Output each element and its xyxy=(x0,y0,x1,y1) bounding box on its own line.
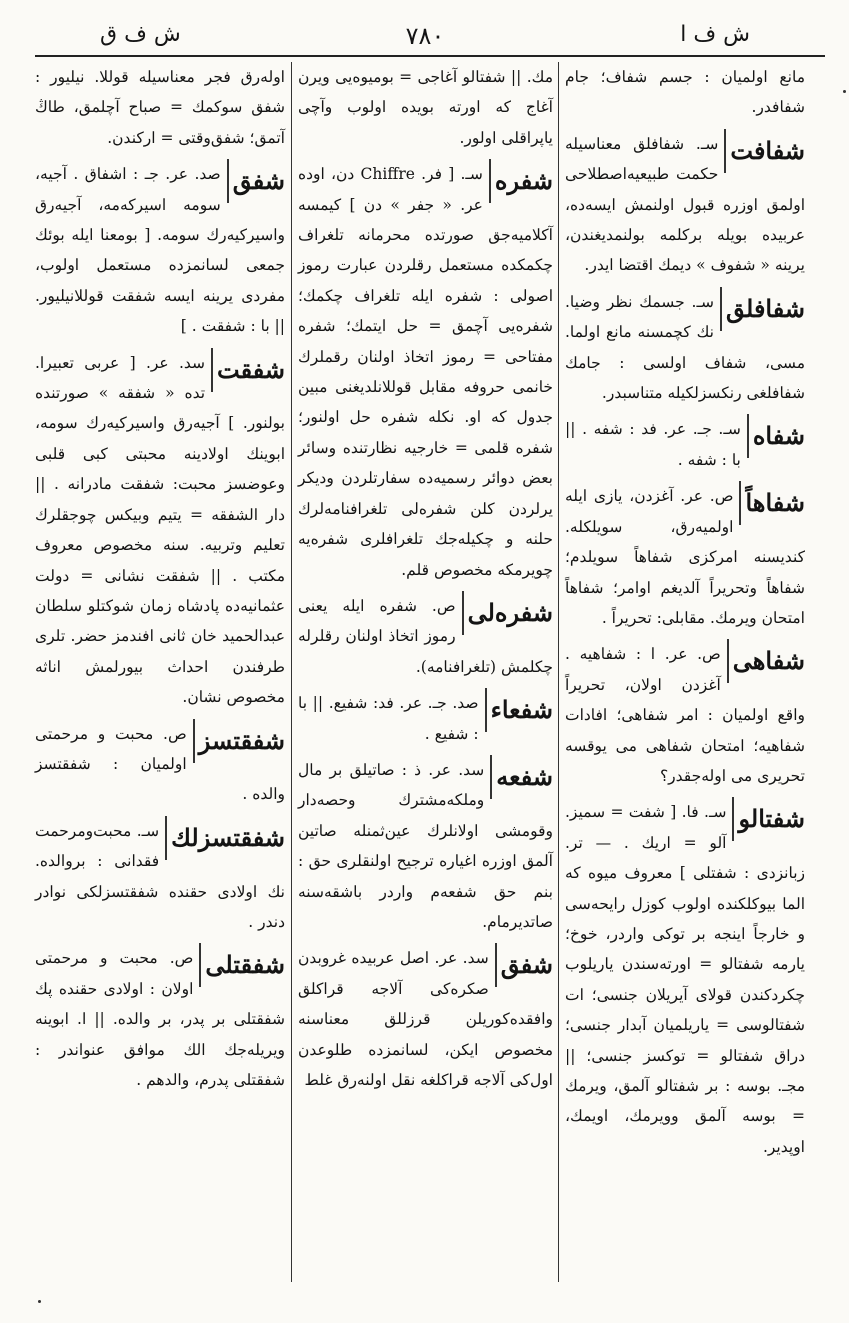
entry-definition: سـ. جـ. عر. فد : شفه . || با : شفه . xyxy=(565,420,741,469)
dictionary-entry xyxy=(35,62,285,153)
dictionary-entry xyxy=(565,62,805,123)
entry-headword: شفعاء xyxy=(485,688,553,732)
entry-headword: شفق xyxy=(227,159,285,203)
page-number: ٧٨٠ xyxy=(405,22,445,50)
dictionary-entry xyxy=(35,159,285,341)
running-head-left: ش ف ق xyxy=(100,22,181,47)
column-divider xyxy=(558,62,559,1282)
dictionary-entry xyxy=(298,943,553,1095)
entry-headword: شفافت xyxy=(724,129,805,173)
dictionary-entry xyxy=(35,816,285,938)
entry-headword: شفره‌لی xyxy=(462,591,553,635)
entry-definition: ص. محبت و مرحمتی اولان : اولادی حقنده پك شفقتلی بر پدر، بر والده. || ا. ابوینه ویریله‌جك الك موافق عنواندر : شفقتلی پدرم، والدهم . xyxy=(35,949,285,1089)
entry-definition: سـ. محبت‌ومرحمت فقدانی : بروالده. نك اولادی حقنده شفقتسزلکی نوادر دندر . xyxy=(35,821,285,931)
entry-definition: ص. محبت و مرحمتی اولمیان : شفقتسز والده . xyxy=(35,724,285,804)
running-head-right: ش ف ا xyxy=(680,22,750,47)
entry-headword: شفقتلی xyxy=(199,943,285,987)
margin-speck xyxy=(38,1300,41,1303)
dictionary-entry xyxy=(298,591,553,682)
entry-headword: شفقتسزلك xyxy=(165,816,285,860)
dictionary-entry xyxy=(565,481,805,633)
dictionary-entry xyxy=(565,639,805,791)
dictionary-entry xyxy=(35,719,285,810)
dictionary-entry xyxy=(565,287,805,409)
entry-definition: ص. عر. آغزدن، یازی ایله اولمیه‌رق، سویلکله. کندیسنه امرکزی شفاهاً سویلدم؛ شفاهاً وتحریراً آلدیغم اوامر؛ شفاهاً امتحان ویرمك. مقابلی: تحریراً . xyxy=(565,487,805,627)
column-right xyxy=(565,62,805,1282)
entry-definition: سـ. شفافلق معناسیله حکمت طبیعیه‌اصطلاحی اولمق اوزره قبول اولنمش ایسه‌ده، عربیده بویله برکلمه بولنمدیغندن، یرینه « شفوف » دیمك اقتضا ایدر. xyxy=(565,134,805,275)
entry-definition: سد. عر. ذ : صاتیلق بر مال وملکه‌مشترك وحصه‌دار وقومشی اولانلرك عین‌ثمنله صاتین آلمق اوزره اغیاره ترجیح اولنقلری حق : بنم حق شفعه‌م واردر باشقه‌سنه صاتدیرمام. xyxy=(298,760,553,931)
margin-speck xyxy=(843,90,846,93)
column-left xyxy=(35,62,285,1282)
entry-definition: مك. || شفتالو آغاجی = بومیوه‌یی ویرن آغاج که اورته بویده اولوب وآچی یاپراقلی اولور. xyxy=(298,68,553,147)
entry-headword: شفره xyxy=(489,159,553,203)
entry-headword: شفق xyxy=(495,943,553,987)
entry-definition: صد. عر. جـ : اشفاق . آجیه، سومه اسیرکه‌مه، آجیه‌رق واسیرکیه‌رك سومه. [ بومعنا ایله بوئك جمعی لسانمزده مستعمل اولوب، مفردی یرینه ایسه شفقت قوللانیلیور. || با : شفقت . ] xyxy=(35,165,285,336)
column-middle xyxy=(298,62,553,1282)
column-divider xyxy=(291,62,292,1282)
entry-definition: ص. عر. ا : شفاهیه . آغزدن اولان، تحریراً واقع اولمیان : امر شفاهی؛ افادات شفاهیه؛ امتحان شفاهی می یوقسه تحریری می اوله‌جقدر؟ xyxy=(565,645,805,785)
dictionary-entry xyxy=(565,414,805,475)
entry-headword: شفاه xyxy=(747,414,805,458)
entry-definition: سد. عر. [ عربی تعبیرا. تده « شفقه » صورتنده بولنور. ] آجیه‌رق واسیرکیه‌رك سومه، ابوینك اولادینه محبتی کبی قلبی وعوضسز محبت: شفقت مادرانه . || دار الشفقه = یتیم وبیکس چوجقلرك تعلیم وتربیه. سنه مخصوص معروف مکتب . || شفقت نشانی = دولت عثمانیه‌ده پادشاه زمان شوکتلو سلطان عبدالحمید خان ثانی افندمز حضر. تلری طرفندن احداث بیورلمش اناثه مخصوص نشان. xyxy=(35,353,285,707)
entry-headword: شفاهاً xyxy=(739,481,805,525)
dictionary-entry xyxy=(35,348,285,713)
entry-definition: صد. جـ. عر. فد: شفیع. || با : شفیع . xyxy=(298,694,479,743)
entry-headword: شفعه xyxy=(490,755,553,799)
entry-headword: شفقتسز xyxy=(193,719,285,763)
entry-definition: سـ. فا. [ شفت = سمیز. آلو = اریك . — تر. زبانزدی : شفتلی ] معروف میوه که الما بیوکلکنده اولوب کوزل رایحه‌سی و خارجاً اینجه بر توکی واردر، خوخ؛ یارمه شفتالو = اورته‌سندن یاریلوب چکردکندن قولای آیریلان جنسی؛ ات شفتالوسی = یاریلمیان آبدار جنسی؛ دراق شفتالو = توکسز جنسی؛ || مجـ. بوسه : بر شفتالو آلمق، ویرمك = بوسه آلمق وویرمك، اویمك، اوپدیر. xyxy=(565,803,805,1156)
dictionary-entry xyxy=(298,159,553,585)
entry-headword: شفقت xyxy=(211,348,285,392)
dictionary-entry xyxy=(565,797,805,1162)
dictionary-entry xyxy=(35,943,285,1095)
dictionary-entry xyxy=(298,62,553,153)
entry-definition: اوله‌رق فجر معناسیله قوللا. نیلیور : شفق سوکمك = صباح آچلمق، طاڭ آتمق؛ شفق‌وقتی = اركندن. xyxy=(35,68,285,147)
dictionary-entry xyxy=(298,755,553,937)
entry-headword: شفاهی xyxy=(727,639,805,683)
entry-definition: سـ. [ فر. Chiffre دن، اوده عر. « جفر » دن ] کیمسه آکلامیه‌جق صورتده محرمانه تلغراف چکمکده مستعمل رقلردن عبارت رموز اصولی : شفره ایله تلغراف چکمك؛ شفره‌یی آچمق = حل ایتمك؛ شفره مفتاحی = رموز اتخاذ اولنان رقملرك خانمی حروفه مقابل قوللانلدیغنی مبین جدول که او. نکله شفره حل اولنور؛ شفره قلمی = خارجیه نظارتنده وسائر بعض دوائر رسمیه‌ده سفارتلردن ودیکر یرلردن کلن شفره‌لی تلغرافنامه‌لرك حلنه و چکیله‌جك تلغرافلری شفره‌یه چویرمکه مخصوص قلم. xyxy=(298,165,553,579)
dictionary-entry xyxy=(298,688,553,749)
entry-definition: سـ. جسمك نظر وضیا. نك کچمسنه مانع اولما. مسی، شفاف اولسی : جامك شفافلغی رنکسزلکیله متناسبدر. xyxy=(565,292,805,403)
entry-definition: ص. شفره ایله یعنی رموز اتخاذ اولنان رقلرله چکلمش (تلغرافنامه). xyxy=(298,596,553,676)
entry-definition: مانع اولمیان : جسم شفاف؛ جام شفافدر. xyxy=(565,68,805,117)
entry-definition: سد. عر. اصل عربیده غروبدن صکره‌کی آلاجه قراکلق وافقده‌کوریلن قرزللق معناسنه مخصوص ایکن، لسانمزده طلوعدن اول‌کی آلاجه قراکلغه نقل اولنه‌رق غلط xyxy=(298,949,553,1089)
entry-headword: شفافلق xyxy=(720,287,805,331)
header-rule xyxy=(35,55,825,57)
entry-headword: شفتالو xyxy=(732,797,805,841)
dictionary-entry xyxy=(565,129,805,281)
